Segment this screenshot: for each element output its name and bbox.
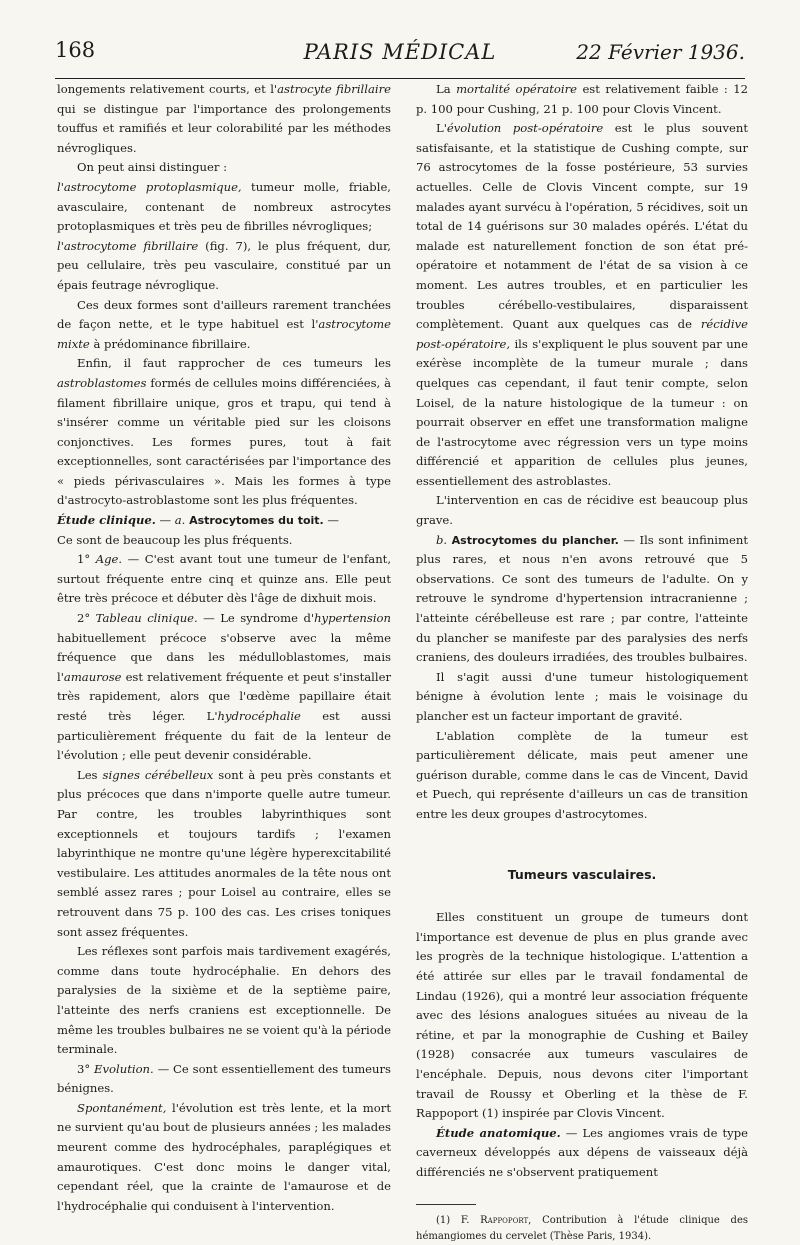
paragraph: Spontanément, l'évolution est très lente, et la mort ne survient qu'au bout de plusieurs années ; les malades meurent comme des hydrocéphales, paraplégiques et amaurotiques. C'est donc moins le danger vital, cependant réel, que la crainte de l'amaurose et de l'hydrocéphalie qui conduisent à l'intervention. xyxy=(57,1100,391,1213)
paragraph: Les réflexes sont parfois mais tardivement exagérés, comme dans toute hydrocéphalie. En dehors des paralysies de la sixième et de la septième paire, l'atteinte des nerfs craniens est exceptionnelle. De même les troubles bulbaires ne se voient qu'à la période terminale. xyxy=(57,944,391,1057)
page-header xyxy=(55,38,745,79)
paragraph: 3° Evolution. — Ce sont essentiellement des tumeurs bénignes. xyxy=(57,1061,392,1096)
paragraph: l'astrocytome protoplasmique, tumeur molle, friable, avasculaire, contenant de nombreux astrocytes protoplasmiques et très peu de fibrilles névrogliques; xyxy=(57,179,391,234)
paragraph: L'ablation complète de la tumeur est particulièrement délicate, mais peut amener une guérison durable, comme dans le cas de Vincent, David et Puech, qui représente d'ailleurs un cas de transition entre les deux groupes d'astrocytomes. xyxy=(416,728,748,821)
right-column xyxy=(416,80,749,1243)
paragraph: Enfin, il faut rapprocher de ces tumeurs les astroblastomes formés de cellules moins différenciées, à filament fibrillaire unique, gros et trapu, qui tend à s'insérer comme un véritable pied sur les cloisons conjonctives. Les formes pures, tout à fait exceptionnelles, sont caractérisées par l'importance des « pieds périvasculaires ». Mais les formes à type d'astrocyto-astroblastome sont les plus fréquentes. xyxy=(57,356,391,508)
paragraph: Étude anatomique. — Les angiomes vrais de type caverneux développés aux dépens de vaisseaux déjà différenciés ne s'observent pratiquement xyxy=(416,1125,748,1179)
paragraph: On peut ainsi distinguer : xyxy=(77,160,227,175)
footnote-divider xyxy=(416,1204,476,1205)
paragraph: 2° Tableau clinique. — Le syndrome d'hypertension habituellement précoce s'observe avec la même fréquence que dans les médulloblastomes, mais l'amaurose est relativement fréquente et peut s'installer très rapidement, alors que l'œdème papillaire était resté très léger. L'hydrocéphalie est aussi particulièrement fréquente du fait de la lenteur de l'évolution ; elle peut devenir considérable. xyxy=(57,611,391,763)
subsection-heading: Étude clinique. — a. Astrocytomes du toit. — xyxy=(57,513,340,528)
paragraph: b. Astrocytomes du plancher. — Ils sont infiniment plus rares, et nous n'en avons retrouvé que 5 observations. Ce sont des tumeurs de l'adulte. On y retrouve le syndrome d'hypertension intracranienne ; l'atteinte cérébelleuse est rare ; par contre, l'atteinte du plancher se manifeste par des paralysies des nerfs craniens, des douleurs irradiées, des troubles bulbaires. xyxy=(416,532,748,665)
paragraph: 1° Age. — C'est avant tout une tumeur de l'enfant, surtout fréquente entre cinq et quinze ans. Elle peut être très précoce et débuter dès l'âge de dixhuit mois. xyxy=(57,552,392,606)
paragraph: longements relativement courts, et l'astrocyte fibrillaire qui se distingue par l'importance des prolongements touffus et ramifiés et leur colorabilité par les méthodes névrogliques. xyxy=(57,82,391,155)
paragraph: Elles constituent un groupe de tumeurs dont l'importance est devenue de plus en plus grande avec les progrès de la technique histologique. L'attention a été attirée sur elles par le travail fondamental de Lindau (1926), qui a montré leur association fréquente avec des lésions analogues situées au niveau de la rétine, et par la monographie de Cushing et Bailey (1928) consacrée aux tumeurs vasculaires de l'encéphale. Depuis, nous devons citer l'important travail de Roussy et Oberling et la thèse de F. Rappoport (1) inspirée par Clovis Vincent. xyxy=(416,910,748,1121)
paragraph: Les signes cérébelleux sont à peu près constants et plus précoces que dans n'importe quelle autre tumeur. Par contre, les troubles labyrinthiques sont exceptionnels et toujours tardifs ; l'examen labyrinthique ne montre qu'une légère hyperexcitabilité vestibulaire. Les attitudes anormales de la tête nous ont semblé assez rares ; pour Loisel au contraire, elles se retrouvent dans 75 p. 100 des cas. Les crises toniques sont assez fréquentes. xyxy=(57,767,391,939)
paragraph: La mortalité opératoire est relativement faible : 12 p. 100 pour Cushing, 21 p. 100 pour Clovis Vincent. xyxy=(416,82,749,116)
issue-date: 22 Février 1936. xyxy=(576,40,745,64)
left-column xyxy=(57,80,392,1213)
footnote: (1) F. Rappoport, Contribution à l'étude clinique des hémangiomes du cervelet (Thèse Paris, 1934). xyxy=(416,1215,748,1243)
paragraph: Il s'agit aussi d'une tumeur histologiquement bénigne à évolution lente ; mais le voisinage du plancher est un facteur important de gravité. xyxy=(416,669,748,723)
page-number: 168 xyxy=(55,38,96,62)
section-title: Tumeurs vasculaires. xyxy=(507,866,657,882)
paragraph: Ces deux formes sont d'ailleurs rarement tranchées de façon nette, et le type habituel est l'astrocytome mixte à prédominance fibrillaire. xyxy=(57,297,391,351)
paragraph: L'intervention en cas de récidive est beaucoup plus grave. xyxy=(416,493,748,528)
journal-title: PARIS MÉDICAL xyxy=(303,40,497,64)
paragraph: L'évolution post-opératoire est le plus souvent satisfaisante, et la statistique de Cushing compte, sur 76 astrocytomes de la fosse postérieure, 53 survies actuelles. Celle de Clovis Vincent compte, sur 19 malades ayant survécu à l'opération, 5 récidives, soit un total de 14 guérisons sur 30 malades opérés. L'état du malade est naturellement fonction de son état pré-opératoire et notamment de l'état de sa vision à ce moment. Les autres troubles, et en particulier les troubles cérébello-vestibulaires, disparaissent complètement. Quant aux quelques cas de récidive post-opératoire, ils s'expliquent le plus souvent par une exérèse incomplète de la tumeur murale ; dans quelques cas cependant, il faut tenir compte, selon Loisel, de la nature histologique de la tumeur : on pourrait observer en effet une transformation maligne de l'astrocytome avec régression vers un type moins différencié et apparition de cellules plus jeunes, essentiellement des astroblastes. xyxy=(416,121,748,488)
paragraph: l'astrocytome fibrillaire (fig. 7), le plus fréquent, dur, peu cellulaire, très peu vasculaire, constitué par un épais feutrage névroglique. xyxy=(57,238,391,292)
paragraph: Ce sont de beaucoup les plus fréquents. xyxy=(57,532,293,547)
